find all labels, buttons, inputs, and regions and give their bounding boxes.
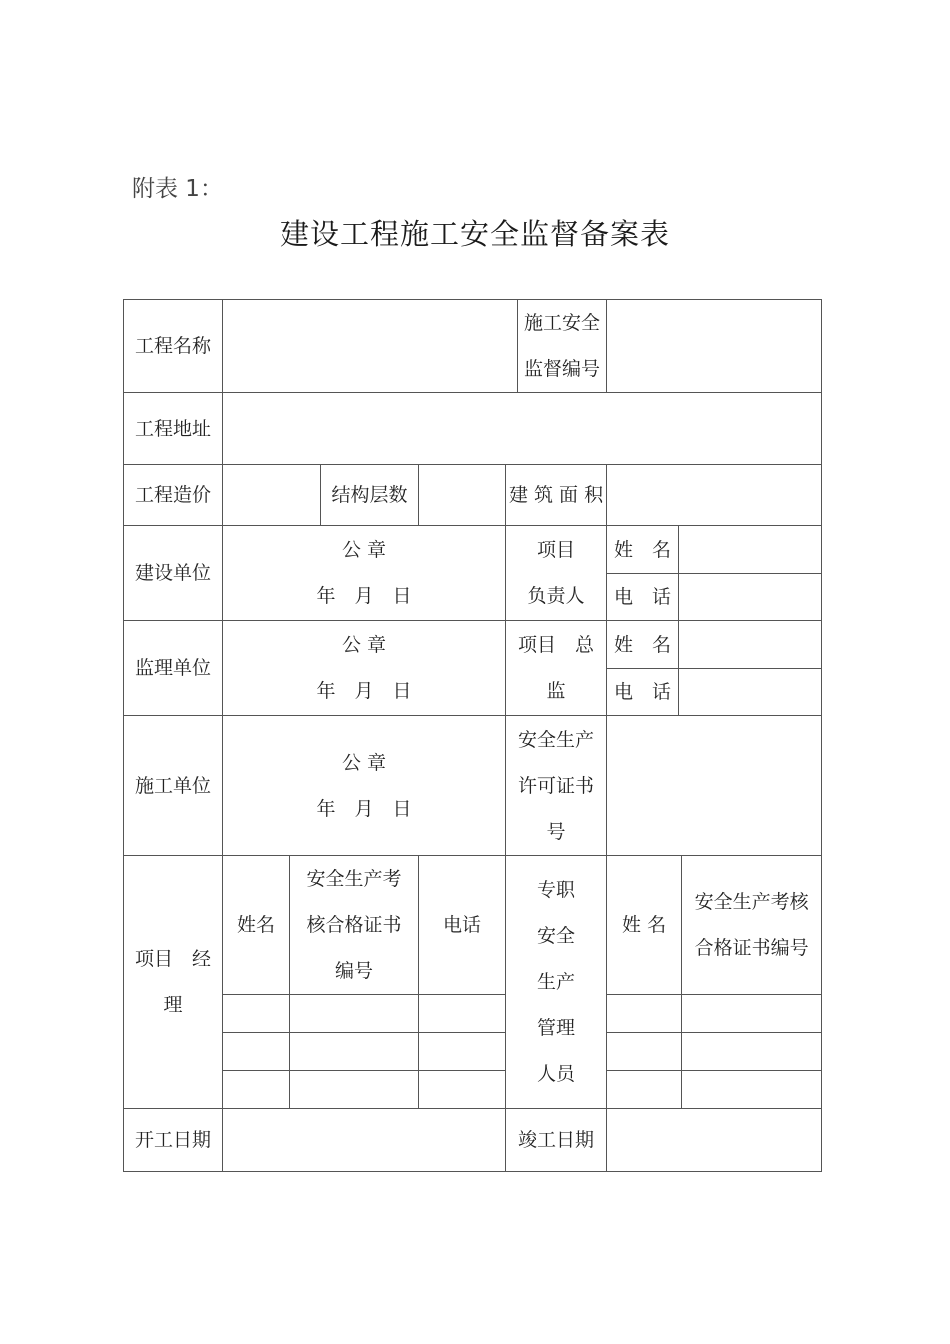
seal-area-construction	[223, 526, 506, 621]
field-pm-name[interactable]	[223, 1033, 290, 1071]
label-line: 项目 总	[518, 634, 595, 656]
label-line: 安全生产考	[306, 868, 402, 890]
label-line: 监	[546, 680, 566, 702]
label-contractor-unit: 施工单位	[124, 716, 223, 856]
label-line: 管理	[537, 1017, 576, 1039]
field-project-name[interactable]	[223, 300, 518, 393]
label-line: 核合格证书	[306, 914, 402, 936]
filing-form-table	[123, 299, 822, 1172]
label-line: 安全	[537, 925, 576, 947]
label-project-address: 工程地址	[124, 393, 223, 465]
row-project-address	[124, 393, 822, 465]
label-completion-date: 竣工日期	[506, 1109, 607, 1172]
label-line: 合格证书编号	[694, 937, 809, 959]
label-leader-name: 姓 名	[607, 526, 679, 574]
label-pm-name: 姓名	[223, 856, 290, 995]
row-personnel-header	[124, 856, 822, 995]
field-pm-phone[interactable]	[419, 1033, 506, 1071]
row-personnel-entry	[124, 1033, 822, 1071]
field-pm-cert-no[interactable]	[290, 995, 419, 1033]
row-contractor-unit	[124, 716, 822, 856]
label-supervision-no	[518, 300, 607, 393]
label-line: 人员	[537, 1063, 576, 1085]
label-line: 生产	[537, 971, 576, 993]
field-leader-phone[interactable]	[679, 574, 822, 621]
label-staff-name: 姓 名	[607, 856, 682, 995]
row-project-name	[124, 300, 822, 393]
field-staff-cert-no[interactable]	[682, 995, 822, 1033]
label-supervisor-phone: 电 话	[607, 669, 679, 716]
label-start-date: 开工日期	[124, 1109, 223, 1172]
row-construction-unit	[124, 526, 822, 574]
field-staff-cert-no[interactable]	[682, 1071, 822, 1109]
field-pm-cert-no[interactable]	[290, 1033, 419, 1071]
field-staff-name[interactable]	[607, 995, 682, 1033]
row-personnel-entry	[124, 995, 822, 1033]
label-staff-cert-no	[682, 856, 822, 995]
label-project-name: 工程名称	[124, 300, 223, 393]
date-label: 年 月 日	[316, 797, 412, 820]
row-cost-floors-area	[124, 465, 822, 526]
field-supervisor-phone[interactable]	[679, 669, 822, 716]
row-supervision-unit	[124, 621, 822, 669]
row-dates	[124, 1109, 822, 1172]
label-construction-unit: 建设单位	[124, 526, 223, 621]
row-personnel-entry	[124, 1071, 822, 1109]
field-pm-cert-no[interactable]	[290, 1071, 419, 1109]
field-staff-name[interactable]	[607, 1071, 682, 1109]
label-leader-phone: 电 话	[607, 574, 679, 621]
form-title: 建设工程施工安全监督备案表	[279, 217, 670, 251]
field-safety-license[interactable]	[607, 716, 822, 856]
seal-area-contractor	[223, 716, 506, 856]
label-pm-cert-no	[290, 856, 419, 995]
label-project-leader	[506, 526, 607, 621]
label-line: 监督编号	[524, 358, 601, 380]
seal-area-supervision	[223, 621, 506, 716]
field-pm-name[interactable]	[223, 1071, 290, 1109]
label-line: 安全生产考核	[694, 891, 809, 913]
label-line: 负责人	[527, 585, 585, 607]
label-chief-supervisor	[506, 621, 607, 716]
seal-label: 公 章	[341, 751, 387, 774]
field-pm-name[interactable]	[223, 995, 290, 1033]
field-pm-phone[interactable]	[419, 1071, 506, 1109]
field-pm-phone[interactable]	[419, 995, 506, 1033]
label-project-cost: 工程造价	[124, 465, 223, 526]
label-project-manager	[124, 856, 223, 1109]
label-line: 理	[163, 994, 183, 1016]
field-supervision-no[interactable]	[607, 300, 822, 393]
field-project-cost[interactable]	[223, 465, 321, 526]
label-line: 施工安全	[524, 312, 601, 334]
label-supervision-unit: 监理单位	[124, 621, 223, 716]
label-safety-license	[506, 716, 607, 856]
field-completion-date[interactable]	[607, 1109, 822, 1172]
label-line: 项目 经	[134, 948, 211, 970]
date-label: 年 月 日	[316, 680, 412, 702]
label-line: 项目	[537, 539, 576, 561]
seal-label: 公 章	[341, 634, 387, 656]
seal-label: 公 章	[341, 539, 387, 561]
field-structure-floors[interactable]	[419, 465, 506, 526]
label-line: 安全生产	[518, 728, 595, 751]
field-staff-name[interactable]	[607, 1033, 682, 1071]
label-line: 专职	[537, 879, 576, 901]
label-pm-phone: 电话	[419, 856, 506, 995]
label-line: 编号	[334, 960, 373, 982]
field-start-date[interactable]	[223, 1109, 506, 1172]
label-line: 许可证书	[518, 774, 595, 797]
field-project-address[interactable]	[223, 393, 822, 465]
appendix-label: 附表 1：	[132, 176, 223, 202]
field-staff-cert-no[interactable]	[682, 1033, 822, 1071]
label-building-area: 建 筑 面 积	[506, 465, 607, 526]
label-supervisor-name: 姓 名	[607, 621, 679, 669]
field-supervisor-name[interactable]	[679, 621, 822, 669]
date-label: 年 月 日	[316, 585, 412, 607]
field-building-area[interactable]	[607, 465, 822, 526]
label-line: 号	[546, 820, 566, 843]
field-leader-name[interactable]	[679, 526, 822, 574]
label-structure-floors: 结构层数	[321, 465, 419, 526]
label-safety-staff	[506, 856, 607, 1109]
